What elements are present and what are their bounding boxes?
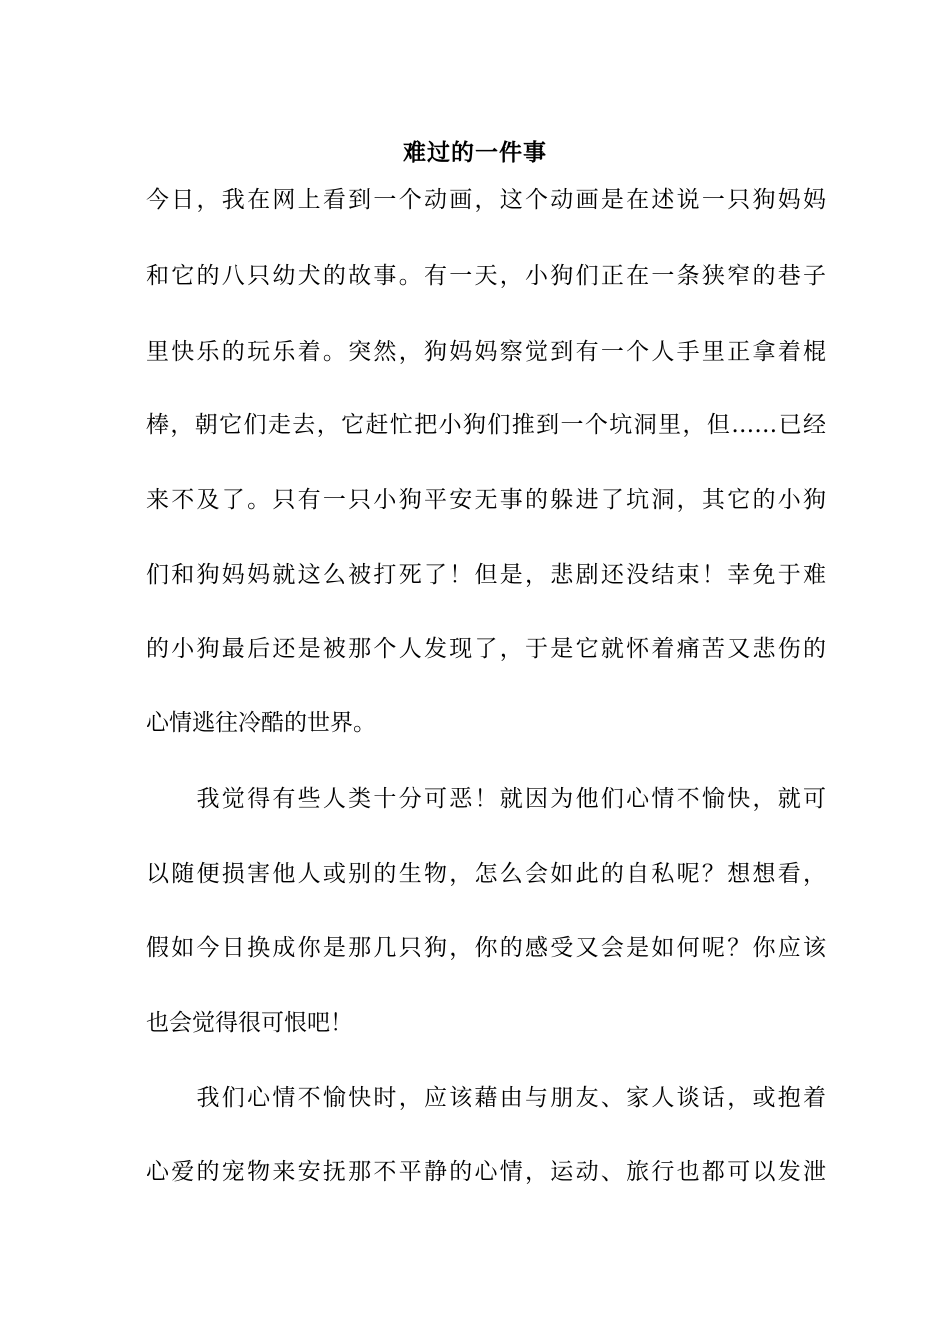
paragraph-line: 我们心情不愉快时，应该藉由与朋友、家人谈话，或抱着 <box>146 1085 826 1111</box>
paragraph-line: 我觉得有些人类十分可恶！就因为他们心情不愉快，就可 <box>146 786 826 812</box>
paragraph-line: 来不及了。只有一只小狗平安无事的躲进了坑洞，其它的小狗 <box>146 487 826 513</box>
paragraph-line: 的小狗最后还是被那个人发现了，于是它就怀着痛苦又悲伤的 <box>146 636 826 662</box>
paragraph-line: 棒，朝它们走去，它赶忙把小狗们推到一个坑洞里，但……已经 <box>146 412 826 438</box>
paragraph-line: 心爱的宠物来安抚那不平静的心情，运动、旅行也都可以发泄 <box>146 1159 826 1185</box>
paragraph-line: 和它的八只幼犬的故事。有一天，小狗们正在一条狭窄的巷子 <box>146 263 826 289</box>
paragraph-line: 心情逃往冷酷的世界。 <box>146 710 376 736</box>
paragraph-line: 们和狗妈妈就这么被打死了！但是，悲剧还没结束！幸免于难 <box>146 562 826 588</box>
document-title: 难过的一件事 <box>403 139 547 166</box>
paragraph-line: 以随便损害他人或别的生物，怎么会如此的自私呢？想想看， <box>146 861 826 887</box>
paragraph-line: 也会觉得很可恨吧！ <box>146 1010 353 1036</box>
paragraph-line: 今日，我在网上看到一个动画，这个动画是在述说一只狗妈妈 <box>146 187 826 213</box>
paragraph-line: 假如今日换成你是那几只狗，你的感受又会是如何呢？你应该 <box>146 935 826 961</box>
paragraph-line: 里快乐的玩乐着。突然，狗妈妈察觉到有一个人手里正拿着棍 <box>146 339 826 365</box>
